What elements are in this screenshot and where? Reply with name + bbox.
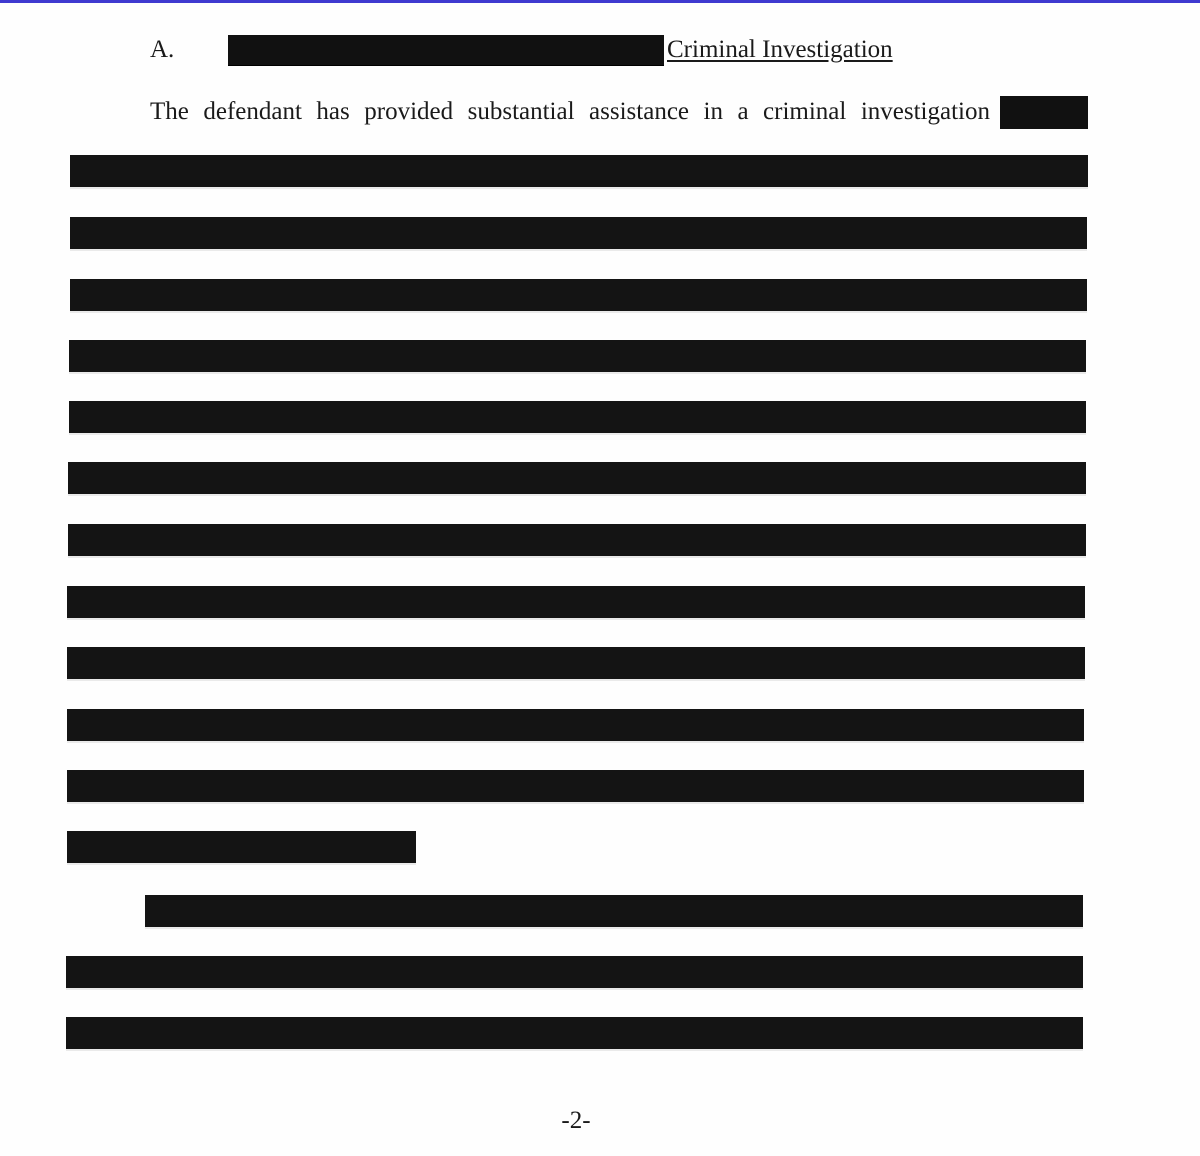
redaction-bar [69, 401, 1086, 433]
document-page [0, 3, 1200, 1156]
redaction-bar [66, 1017, 1083, 1049]
redaction-bar [70, 279, 1087, 311]
redaction-bar [67, 647, 1085, 679]
redaction-bar [67, 586, 1085, 618]
redaction-bar [66, 956, 1083, 988]
section-letter: A. [150, 36, 175, 63]
redaction-bar [68, 462, 1086, 494]
redaction-bar-indented [145, 895, 1083, 927]
inline-redaction-bar [1000, 96, 1088, 129]
page-number: -2- [561, 1107, 591, 1134]
heading-redaction-bar [228, 35, 664, 66]
redaction-bar [69, 340, 1086, 372]
redaction-bar [67, 770, 1084, 802]
redaction-bar [70, 155, 1088, 187]
section-title: Criminal Investigation [667, 36, 893, 63]
redaction-bar-short [67, 831, 416, 863]
redaction-bar [68, 524, 1086, 556]
paragraph-first-line: The defendant has provided substantial assistance in a criminal investigation [150, 98, 990, 125]
redaction-bar [67, 709, 1084, 741]
redaction-bar [70, 217, 1087, 249]
